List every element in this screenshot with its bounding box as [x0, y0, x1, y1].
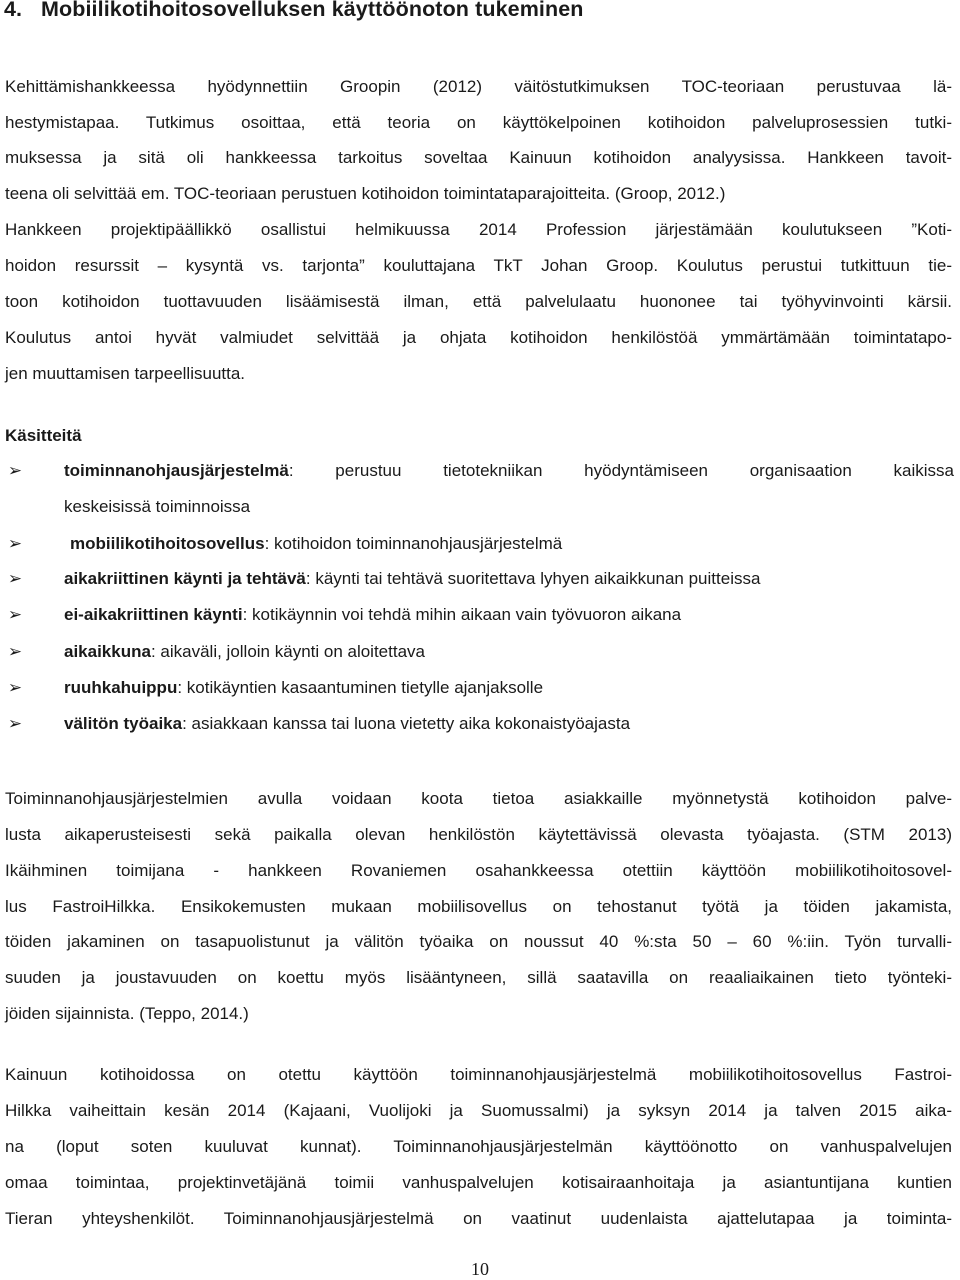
concept-term: aikaikkuna — [64, 642, 151, 661]
section-title: Mobiilikotihoitosovelluksen käyttöönoton tukeminen — [41, 0, 584, 21]
paragraph-line: Hankkeen projektipäällikkö osallistui helmikuussa 2014 Profession järjestämään koulutukseen ”Koti- — [5, 220, 952, 239]
page-number: 10 — [471, 1259, 489, 1279]
arrowhead-bullet-icon: ➢ — [7, 642, 23, 661]
concept-term: toiminnanohjausjärjestelmä — [64, 461, 289, 480]
concepts-heading: Käsitteitä — [5, 426, 82, 445]
paragraph-line: Koulutus antoi hyvät valmiudet selvittää ja ohjata kotihoidon henkilöstöä ymmärtämään toimintatapo- — [5, 328, 952, 347]
paragraph-line: na (loput soten kuuluvat kunnat). Toiminnanohjausjärjestelmän käyttöönotto on vanhuspalvelujen — [5, 1137, 952, 1156]
arrowhead-bullet-icon: ➢ — [7, 461, 23, 480]
concept-definition: : kotihoidon toiminnanohjausjärjestelmä — [264, 534, 563, 553]
paragraph-line: jen muuttamisen tarpeellisuutta. — [5, 364, 246, 383]
paragraph-line: muksessa ja sitä oli hankkeessa tarkoitus soveltaa Kainuun kotihoidon analyysissa. Hankkeen tavoit- — [5, 148, 952, 167]
paragraph-line: Kainuun kotihoidossa on otettu käyttöön toiminnanohjausjärjestelmä mobiilikotihoitosovellus Fastroi- — [5, 1065, 952, 1084]
list-item-line — [64, 569, 760, 589]
arrowhead-bullet-icon: ➢ — [7, 714, 23, 733]
concept-definition: : aikaväli, jolloin käynti on aloitettava — [150, 642, 425, 661]
paragraph-line: hoidon resurssit – kysyntä vs. tarjonta” kouluttajana TkT Johan Groop. Koulutus perustui tutkittuun tie- — [5, 256, 952, 275]
concept-definition: : kotikäynnin voi tehdä mihin aikaan vain työvuoron aikana — [242, 605, 682, 624]
concept-definition: : käynti tai tehtävä suoritettava lyhyen aikaikkunan puitteissa — [305, 569, 761, 588]
concept-term: välitön työaika — [64, 714, 183, 733]
paragraph-line: lusta aikaperusteisesti sekä paikalla olevan henkilöstön käytettävissä olevasta työajasta. (STM 2013) — [5, 825, 952, 844]
paragraph-line: Hilkka vaiheittain kesän 2014 (Kajaani, Vuolijoki ja Suomussalmi) ja syksyn 2014 ja talven 2015 aika- — [5, 1101, 952, 1120]
paragraph-line: Tieran yhteyshenkilöt. Toiminnanohjausjärjestelmä on vaatinut uudenlaista ajattelutapaa ja toiminta- — [5, 1209, 952, 1228]
list-item-line — [64, 678, 543, 698]
paragraph-line: suuden ja joustavuuden on koettu myös lisääntyneen, sillä saatavilla on reaaliaikainen tieto työnteki- — [5, 968, 952, 987]
arrowhead-bullet-icon: ➢ — [7, 569, 23, 588]
list-item-line — [64, 461, 954, 481]
list-item-line — [64, 714, 630, 734]
arrowhead-bullet-icon: ➢ — [7, 605, 23, 624]
concept-term: mobiilikotihoitosovellus — [70, 534, 265, 553]
arrowhead-bullet-icon: ➢ — [7, 534, 23, 553]
concept-definition: : asiakkaan kanssa tai luona vietetty aika kokonaistyöajasta — [182, 714, 631, 733]
paragraph-line: lus FastroiHilkka. Ensikokemusten mukaan mobiilisovellus on tehostanut työtä ja töiden jakamista, — [5, 897, 952, 916]
section-heading — [4, 0, 584, 22]
paragraph-line: töiden jakaminen on tasapuolistunut ja välitön työaika on noussut 40 %:sta 50 – 60 %:iin. Työn turvalli- — [5, 932, 952, 951]
list-item-line: keskeisissä toiminnoissa — [64, 497, 251, 516]
paragraph-line: hestymistapaa. Tutkimus osoittaa, että teoria on käyttökelpoinen kotihoidon palveluprosessien tutki- — [5, 113, 952, 132]
concept-definition: : perustuu tietotekniikan hyödyntämiseen organisaation kaikissa — [288, 461, 954, 480]
paragraph-line: teena oli selvittää em. TOC-teoriaan perustuen kotihoidon toimintataparajoitteita. (Groop, 2012.) — [5, 184, 726, 203]
paragraph-line: Kehittämishankkeessa hyödynnettiin Groopin (2012) väitöstutkimuksen TOC-teoriaan perustuvaa lä- — [5, 77, 952, 96]
list-item-line — [64, 642, 425, 662]
list-item-line — [70, 534, 562, 554]
arrowhead-bullet-icon: ➢ — [7, 678, 23, 697]
paragraph-line: jöiden sijainnista. (Teppo, 2014.) — [5, 1004, 249, 1023]
paragraph-line: omaa toimintaa, projektinvetäjänä toimii vanhuspalvelujen kotisairaanhoitaja ja asiantuntijana kuntien — [5, 1173, 952, 1192]
list-item-line — [64, 605, 681, 625]
concept-term: ei-aikakriittinen käynti — [64, 605, 243, 624]
section-number: 4. — [4, 0, 23, 21]
paragraph-line: toon kotihoidon tuottavuuden lisäämisestä ilman, että palvelulaatu huononee tai työhyvinvointi kärsii. — [5, 292, 952, 311]
paragraph-line: Toiminnanohjausjärjestelmien avulla voidaan koota tietoa asiakkaille myönnetystä kotihoidon palve- — [5, 789, 952, 808]
concept-definition: : kotikäyntien kasaantuminen tietylle ajanjaksolle — [177, 678, 544, 697]
paragraph-line: Ikäihminen toimijana - hankkeen Rovaniemen osahankkeessa otettiin käyttöön mobiilikotihoitosovel- — [5, 861, 952, 880]
concept-term: ruuhkahuippu — [64, 678, 178, 697]
concept-term: aikakriittinen käynti ja tehtävä — [64, 569, 306, 588]
